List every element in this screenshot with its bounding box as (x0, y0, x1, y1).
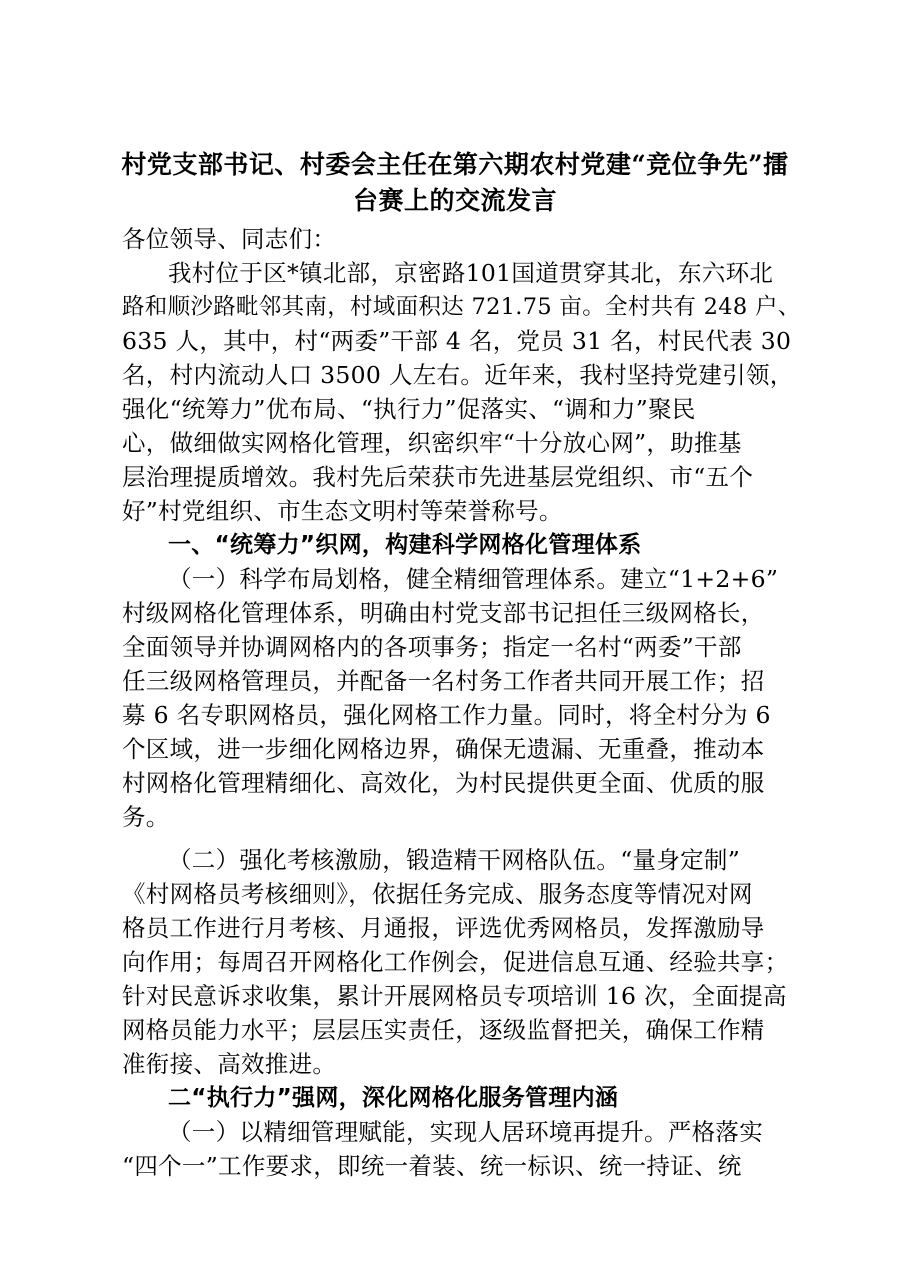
paragraph-line: 村级网格化管理体系，明确由村党支部书记担任三级网格长， (122, 599, 765, 627)
paragraph-line: （二）强化考核激励，锻造精干网格队伍。“量身定制” (168, 846, 741, 874)
paragraph-line: 网格员能力水平；层层压实责任，逐级监督把关，确保工作精 (122, 1016, 765, 1044)
paragraph-line: （一）科学布局划格，健全精细管理体系。建立“1+2+6” (168, 565, 779, 593)
paragraph-line: 个区域，进一步细化网格边界，确保无遗漏、无重叠，推动本 (122, 735, 765, 763)
paragraph-line: 层治理提质增效。我村先后荣获市先进基层党组织、市“五个 (122, 463, 754, 491)
paragraph-line: 好”村党组织、市生态文明村等荣誉称号。 (122, 497, 563, 525)
paragraph-line: 名，村内流动人口 3500 人左右。近年来，我村坚持党建引领， (122, 361, 794, 389)
paragraph-line: 路和顺沙路毗邻其南，村域面积达 721.75 亩。全村共有 248 户、 (122, 294, 801, 320)
paragraph-line: 针对民意诉求收集，累计开展网格员专项培训 16 次，全面提高 (122, 982, 787, 1010)
paragraph-line: 向作用；每周召开网格化工作例会，促进信息互通、经验共享； (122, 948, 789, 976)
paragraph-line: 格员工作进行月考核、月通报，评选优秀网格员，发挥激励导 (122, 914, 765, 942)
document-title-line: 村党支部书记、村委会主任在第六期农村党建“竞位争先”擂 (121, 150, 789, 179)
paragraph-line: 村网格化管理精细化、高效化，为村民提供更全面、优质的服 (122, 769, 765, 797)
paragraph-line: 任三级网格管理员，并配备一名村务工作者共同开展工作；招 (122, 667, 765, 695)
paragraph-line: 635 人，其中，村“两委”干部 4 名，党员 31 名，村民代表 30 (122, 327, 792, 355)
paragraph-line: 全面领导并协调网格内的各项事务；指定一名村“两委”干部 (122, 633, 742, 661)
paragraph-line: 心，做细做实网格化管理，织密织牢“十分放心网”，助推基 (122, 429, 742, 457)
section-heading: 一、“统筹力”织网，构建科学网格化管理体系 (168, 532, 642, 558)
paragraph-line: “四个一”工作要求，即统一着装、统一标识、统一持证、统 (122, 1152, 742, 1180)
paragraph-line: 《村网格员考核细则》，依据任务完成、服务态度等情况对网 (122, 880, 753, 908)
paragraph-line: 务。 (122, 803, 170, 831)
document-title-line: 台赛上的交流发言 (352, 186, 557, 215)
paragraph-line: （一）以精细管理赋能，实现人居环境再提升。严格落实 (168, 1118, 763, 1146)
paragraph-line: 募 6 名专职网格员，强化网格工作力量。同时，将全村分为 6 (122, 701, 771, 729)
section-heading: 二“执行力”强网，深化网格化服务管理内涵 (168, 1085, 619, 1111)
paragraph-line: 我村位于区*镇北部，京密路101国道贯穿其北，东六环北 (168, 259, 774, 287)
paragraph-line: 准衔接、高效推进。 (122, 1050, 337, 1078)
greeting-line: 各位领导、同志们： (122, 225, 337, 253)
paragraph-line: 强化“统筹力”优布局、“执行力”促落实、“调和力”聚民 (122, 395, 696, 423)
